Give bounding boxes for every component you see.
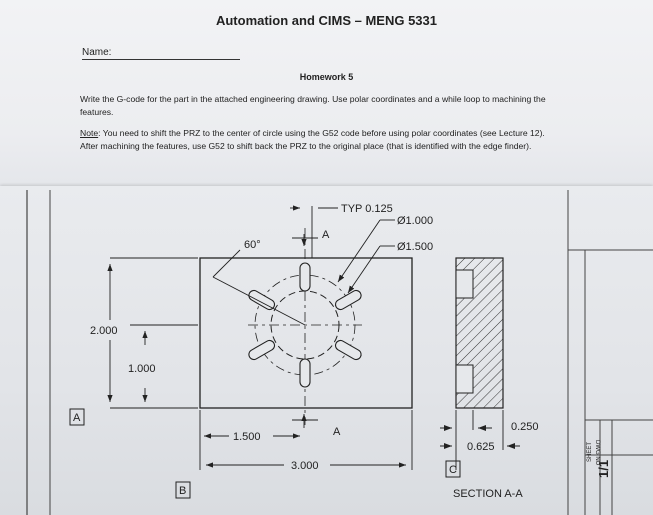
center-x-dimension: 1.500 <box>233 431 261 443</box>
leader-lines <box>213 206 395 428</box>
width-dimension: 3.000 <box>291 460 319 472</box>
drawing-frame <box>27 190 653 515</box>
center-y-dimension: 1.000 <box>128 363 156 375</box>
note-text: : You need to shift the PRZ to the center of circle using the G52 code before using polar coordinates (see Lecture 12). After machining the features, use G52 to shift back the PRZ to the original place (that is identified with the edge finder). <box>80 128 545 151</box>
note-label: Note <box>80 128 99 138</box>
section-cut-label-bottom: A <box>333 426 341 438</box>
datum-a: A <box>73 412 81 424</box>
course-title: Automation and CIMS – MENG 5331 <box>215 13 438 28</box>
diameter-1-label: Ø1.000 <box>397 215 434 227</box>
homework-title: Homework 5 <box>299 72 354 82</box>
section-cut-label-top: A <box>322 229 330 241</box>
angle-label: 60° <box>244 239 261 251</box>
instructions-paragraph: Write the G-code for the part in the attached engineering drawing. Use polar coordinates and a while loop to machining the features. <box>80 94 546 117</box>
sheet-value: 1/1 <box>596 459 611 478</box>
datum-c: C <box>449 464 457 476</box>
datum-boxes <box>70 409 460 498</box>
name-label: Name: <box>82 47 112 58</box>
datum-b: B <box>179 485 187 497</box>
section-view <box>440 258 520 470</box>
diameter-2-label: Ø1.500 <box>397 241 434 253</box>
height-dimension: 2.000 <box>90 325 118 337</box>
sheet-label: SHEET <box>587 441 593 462</box>
slot-width-dimension: 0.250 <box>511 421 539 433</box>
section-view-title: SECTION A-A <box>453 488 523 500</box>
section-width-dimension: 0.625 <box>467 441 495 453</box>
typ-label: TYP 0.125 <box>341 203 393 215</box>
dwg-no-label: DWG NO <box>594 440 600 466</box>
